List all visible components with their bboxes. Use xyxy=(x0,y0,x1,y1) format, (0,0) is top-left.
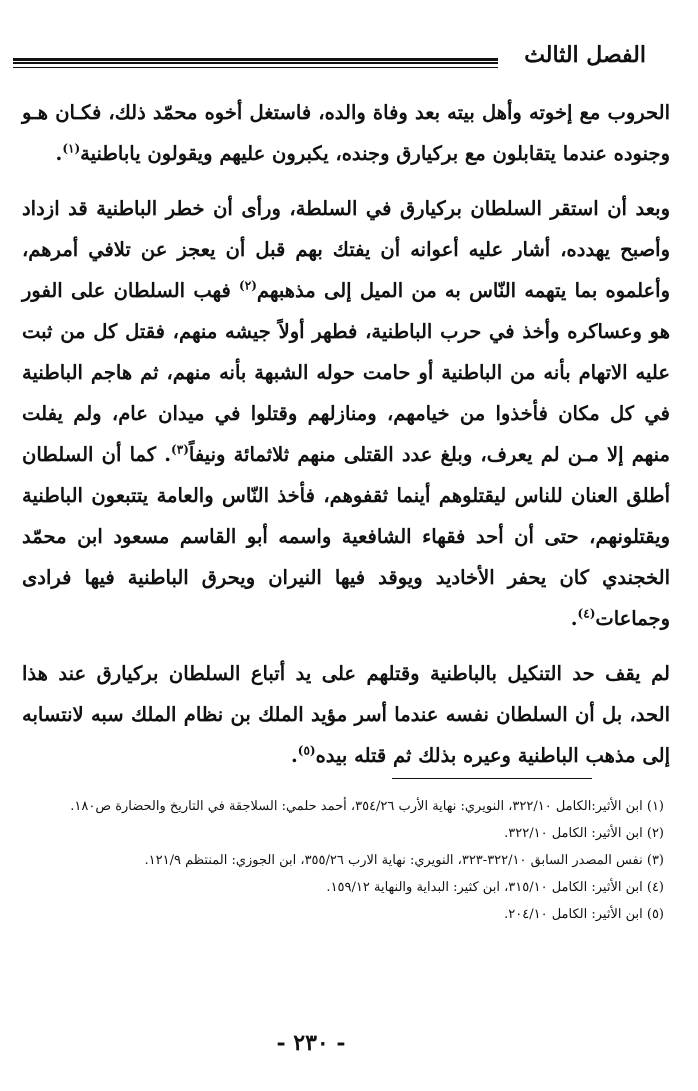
chapter-title: الفصل الثالث xyxy=(524,42,646,68)
footnotes xyxy=(30,793,664,928)
page-number: - ٢٣٠ - xyxy=(276,1030,346,1056)
footnote-3: (٣) نفس المصدر السابق ٣٢٢/١٠-٣٢٣، النويري: نهاية الارب ٣٥٥/٢٦، ابن الجوزي: المنتظم ١٢١/٩. xyxy=(144,853,664,868)
paragraph-2-text: وبعد أن استقر السلطان بركيارق في السلطة، ورأى أن خطر الباطنية قد ازداد وأصبح يهدده، أشار عليه أعوانه أن يفتك بهم قبل أن يعجز عن تلافي أمرهم، وأعلموه بما يتهمه النّاس به من الميل إلى مذهبهم xyxy=(22,197,671,302)
paragraph-3-text: لم يقف حد التنكيل بالباطنية وقتلهم على يد أتباع السلطان بركيارق عند هذا الحد، بل أن السلطان نفسه عندما أسر مؤيد الملك بن نظام الملك سبه لانتسابه إلى مذهب الباطنية وعيره بذلك ثم قتله بيده xyxy=(22,662,670,767)
footnote-2: (٢) ابن الأثير: الكامل ٣٢٢/١٠. xyxy=(504,826,664,841)
body-text xyxy=(22,92,670,776)
paragraph-2-tail-2: . كما أن السلطان أطلق العنان للناس ليقتلوهم أينما ثقفوهم، فأخذ النّاس والعامة يتتبعون الباطنية ويقتلونهم، حتى أن أحد فقهاء الشافعية واسمه أبو القاسم مسعود ابن محمّد الخجندي كان يحفر الأخاديد ويوقد فيها النيران ويحرق الباطنية فيها فرادى وجماعات xyxy=(22,443,670,630)
footnote-ref-2: (٢) xyxy=(239,278,257,293)
footnote-ref-3: (٣) xyxy=(171,442,189,457)
paragraph-2-tail: فهب السلطان على الفور هو وعساكره وأخذ في حرب الباطنية، فطهر أولاً جيشه منهم، فقتل كل من ثبت عليه الاتهام بأنه من الباطنية أو حامت حوله الشبهة بأنه منهم، ثم هاجم الباطنية في كل مكان فأخذوا من خيامهم، ومنازلهم وقتلوا في ميدان عام، ولم يفلت منهم إلا مـن لم يعرف، وبلغ عدد القتلى منهم ثلاثمائة ونيفاً xyxy=(22,279,670,466)
header-rule xyxy=(13,58,498,64)
paragraph-1 xyxy=(22,92,670,174)
paragraph-3 xyxy=(22,653,670,776)
footnote-1: (١) ابن الأثير:الكامل ٣٢٢/١٠، النويري: نهاية الأرب ٣٥٤/٢٦، أحمد حلمي: السلاجقة في التاريخ والحضارة ص١٨٠. xyxy=(70,799,664,814)
paragraph-1-tail: . xyxy=(55,142,63,165)
paragraph-3-tail: . xyxy=(290,744,298,767)
footnote-ref-4: (٤) xyxy=(577,606,596,621)
footnote-ref-5: (٥) xyxy=(297,743,316,758)
paragraph-1-text: الحروب مع إخوته وأهل بيته بعد وفاة والده، فاستغل أخوه محمّد ذلك، فكـان هـو وجنوده عندما يتقابلون مع بركيارق وجنده، يكبرون عليهم ويقولون ياباطنية xyxy=(22,101,670,165)
header-rule-thin xyxy=(13,67,498,68)
paragraph-2 xyxy=(22,188,670,639)
footnote-ref-1: (١) xyxy=(62,141,81,156)
paragraph-2-tail-3: . xyxy=(570,607,578,630)
footnote-4: (٤) ابن الأثير: الكامل ٣١٥/١٠، ابن كثير: البداية والنهاية ١٥٩/١٢. xyxy=(326,880,664,895)
footnote-separator xyxy=(392,778,592,779)
footnote-5: (٥) ابن الأثير: الكامل ٢٠٤/١٠. xyxy=(504,907,664,922)
